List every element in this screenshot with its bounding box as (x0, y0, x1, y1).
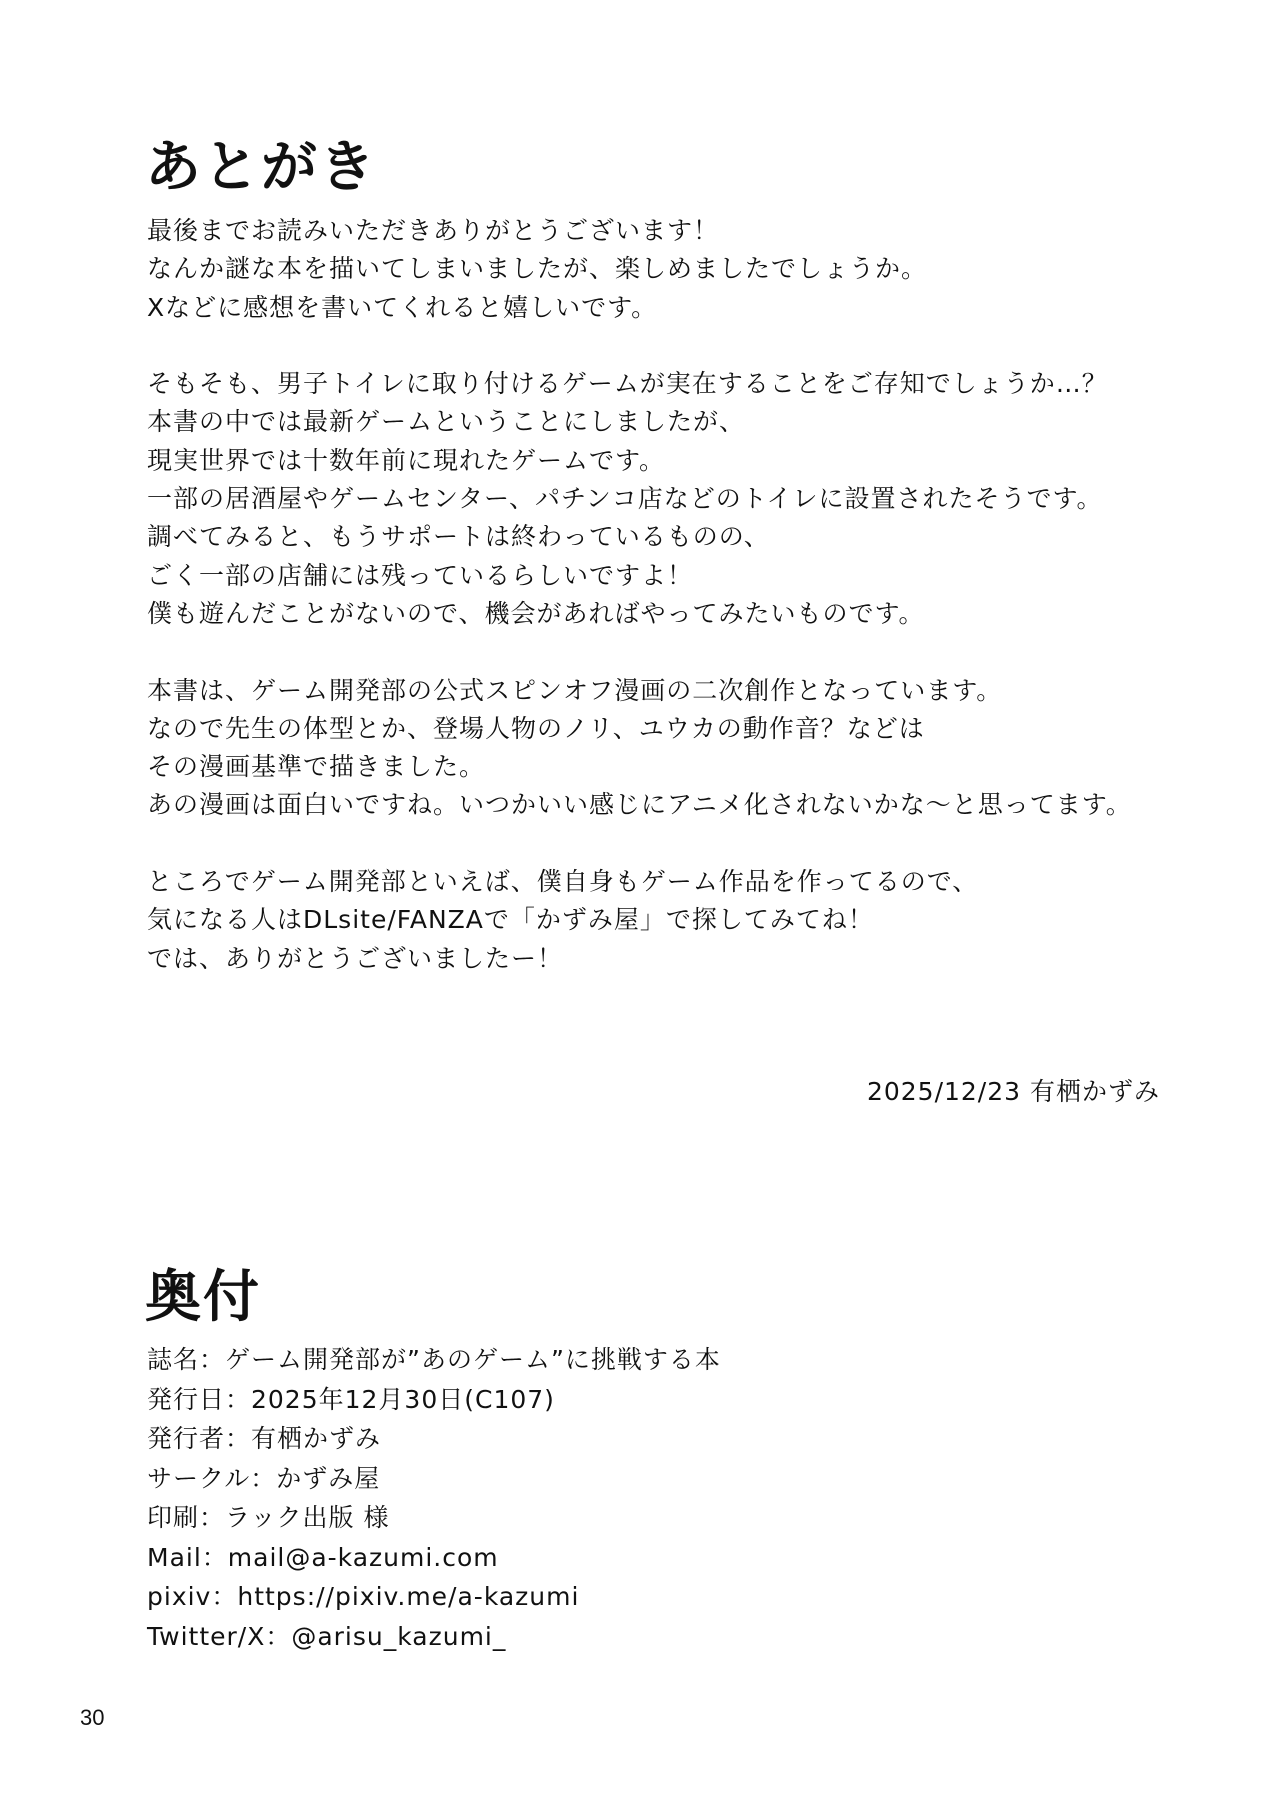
afterword-line: なので先生の体型とか、登場人物のノリ、ユウカの動作音？などは (147, 713, 925, 743)
colophon-issue-date: 発行日：2025年12月30日(C107) (147, 1384, 555, 1414)
afterword-paragraph (147, 212, 1207, 327)
afterword-line: Xなどに感想を書いてくれると嬉しいです。 (147, 292, 658, 322)
colophon-mail: Mail：mail@a-kazumi.com (147, 1542, 499, 1572)
afterword-paragraph (147, 863, 1207, 978)
afterword-line: 現実世界では十数年前に現れたゲームです。 (147, 445, 666, 475)
afterword-line: 本書の中では最新ゲームということにしましたが、 (147, 407, 746, 437)
afterword-line: その漫画基準で描きました。 (147, 752, 486, 782)
page-number: 30 (80, 1705, 105, 1730)
afterword-line: 気になる人はDLsite/FANZAで「かずみ屋」で探してみてね！ (147, 905, 874, 935)
colophon-twitter: Twitter/X：@arisu_kazumi_ (147, 1621, 507, 1651)
afterword-line: なんか謎な本を描いてしまいましたが、楽しめましたでしょうか。 (147, 254, 928, 284)
colophon-pixiv: pixiv：https://pixiv.me/a-kazumi (147, 1582, 580, 1611)
colophon-circle: サークル：かずみ屋 (147, 1463, 381, 1493)
afterword-line: 一部の居酒屋やゲームセンター、パチンコ店などのトイレに設置されたそうです。 (147, 484, 1103, 514)
colophon-printer: 印刷：ラック出版 様 (147, 1503, 390, 1532)
afterword-paragraph (147, 672, 1207, 825)
colophon-publisher: 発行者：有栖かずみ (147, 1424, 382, 1453)
afterword-line: では、ありがとうございましたー！ (147, 943, 564, 973)
afterword-title: あとがき (145, 135, 377, 200)
colophon-title-of-work: 誌名：ゲーム開発部が”あのゲーム”に挑戦する本 (147, 1345, 721, 1374)
afterword-line: そもそも、男子トイレに取り付けるゲームが実在することをご存知でしょうか…？ (147, 369, 1108, 399)
afterword-line: 調べてみると、もうサポートは終わっているものの、 (147, 522, 770, 552)
afterword-line: 僕も遊んだことがないので、機会があればやってみたいものです。 (147, 598, 925, 628)
afterword-paragraph (147, 365, 1207, 633)
colophon-list (147, 1340, 721, 1656)
afterword-line: ところでゲーム開発部といえば、僕自身もゲーム作品を作ってるので、 (147, 867, 979, 897)
afterword-signature: 2025/12/23 有栖かずみ (866, 1077, 1160, 1106)
colophon-title: 奥付 (145, 1265, 261, 1330)
afterword-line: 本書は、ゲーム開発部の公式スピンオフ漫画の二次創作となっています。 (147, 675, 1003, 705)
afterword-line: ごく一部の店舗には残っているらしいですよ！ (147, 560, 694, 590)
afterword-body (147, 212, 1207, 978)
afterword-line: あの漫画は面白いですね。いつかいい感じにアニメ化されないかな～と思ってます。 (147, 790, 1132, 820)
afterword-line: 最後までお読みいただきありがとうございます！ (147, 216, 720, 245)
